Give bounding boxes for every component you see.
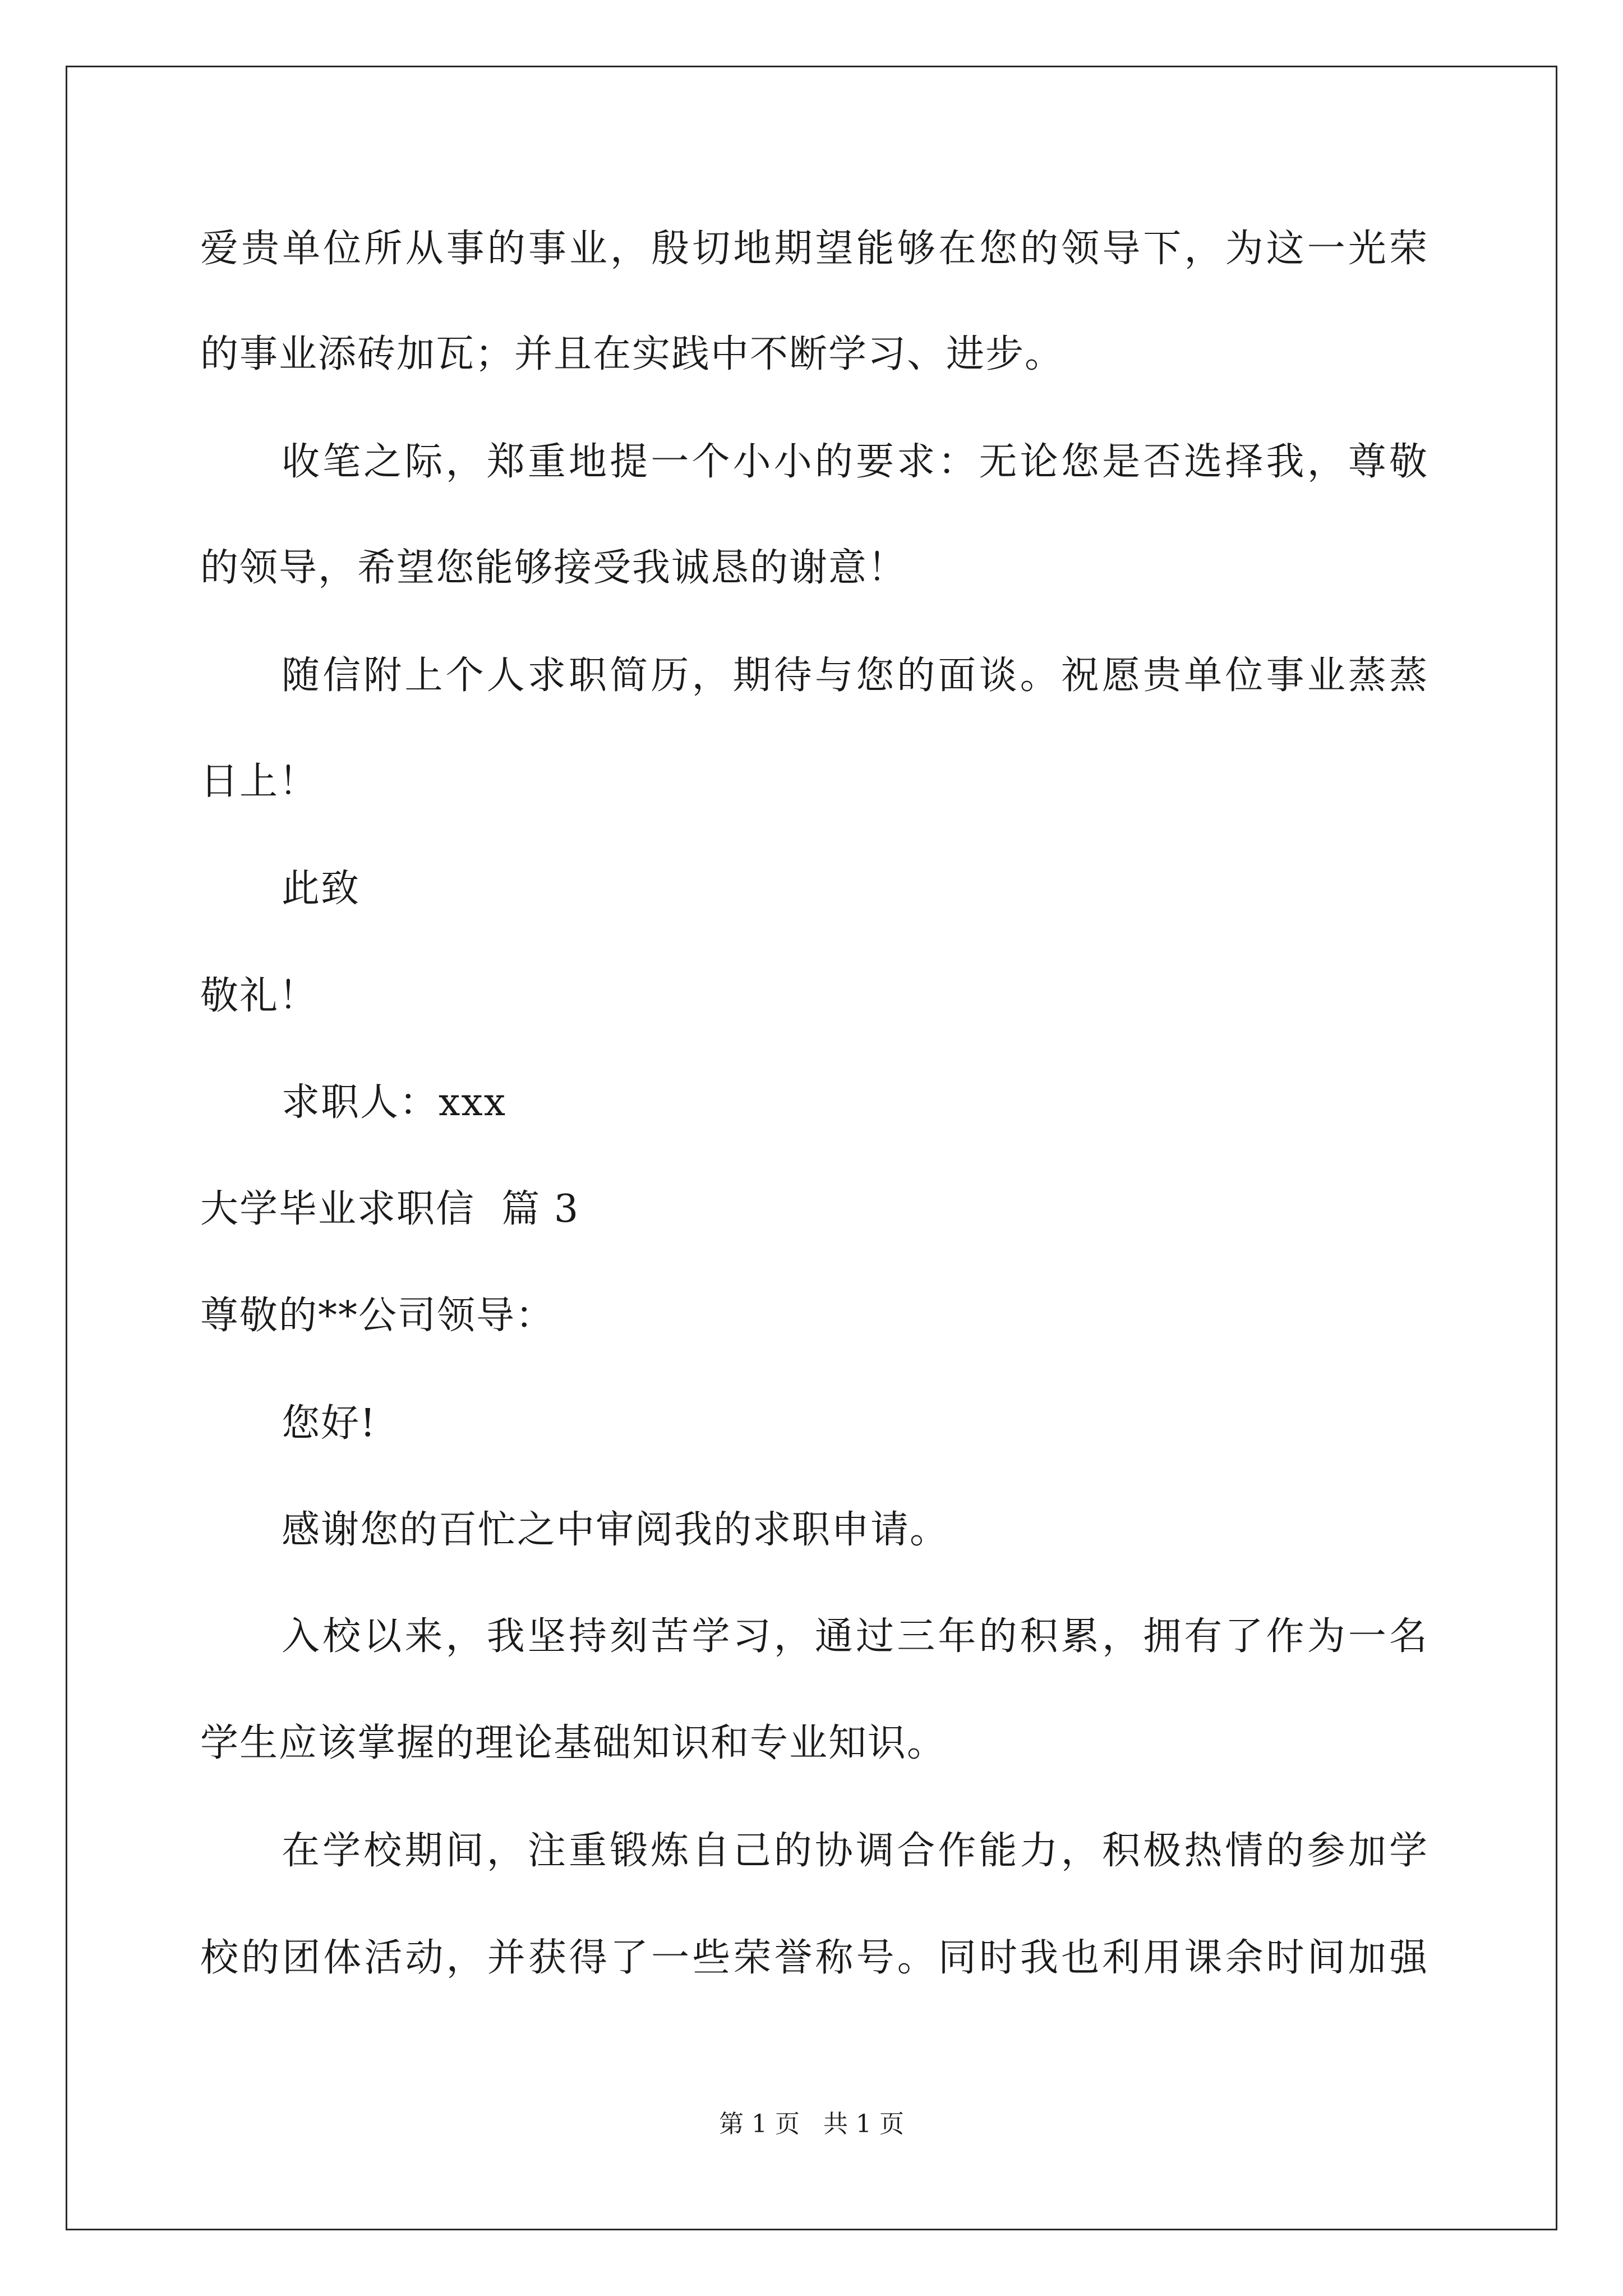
applicant-signature: 求职人：xxx <box>282 1080 507 1125</box>
body-text-line: 感谢您的百忙之中审阅我的求职申请。 <box>282 1508 949 1552</box>
body-text-line: 校的团体活动，并获得了一些荣誉称号。同时我也利用课余时间加强 <box>200 1936 1428 1980</box>
body-text-line: 收笔之际，郑重地提一个小小的要求：无论您是否选择我，尊敬 <box>282 440 1428 484</box>
letter-recipient: 尊敬的**公司领导： <box>200 1294 555 1338</box>
body-text-line: 爱贵单位所从事的事业，殷切地期望能够在您的领导下，为这一光荣 <box>200 227 1428 271</box>
section-title: 大学毕业求职信 篇 3 <box>200 1187 580 1231</box>
body-text-line: 的领导，希望您能够接受我诚恳的谢意！ <box>200 546 907 590</box>
page-border <box>66 66 1557 2230</box>
body-text-line: 学生应该掌握的理论基础知识和专业知识。 <box>200 1721 947 1765</box>
salutation-closing: 此致 <box>282 867 361 911</box>
body-text-line: 的事业添砖加瓦；并且在实践中不断学习、进步。 <box>200 332 1064 376</box>
greeting: 您好! <box>282 1401 377 1446</box>
body-text-line: 日上！ <box>200 760 319 804</box>
body-text-line: 在学校期间，注重锻炼自己的协调合作能力，积极热情的参加学 <box>282 1829 1428 1873</box>
body-text-line: 入校以来，我坚持刻苦学习，通过三年的积累，拥有了作为一名 <box>282 1614 1428 1659</box>
body-text-line: 随信附上个人求职简历，期待与您的面谈。祝愿贵单位事业蒸蒸 <box>282 654 1428 698</box>
page-footer: 第 1 页 共 1 页 <box>719 2110 904 2138</box>
salutation-regards: 敬礼！ <box>200 974 319 1018</box>
